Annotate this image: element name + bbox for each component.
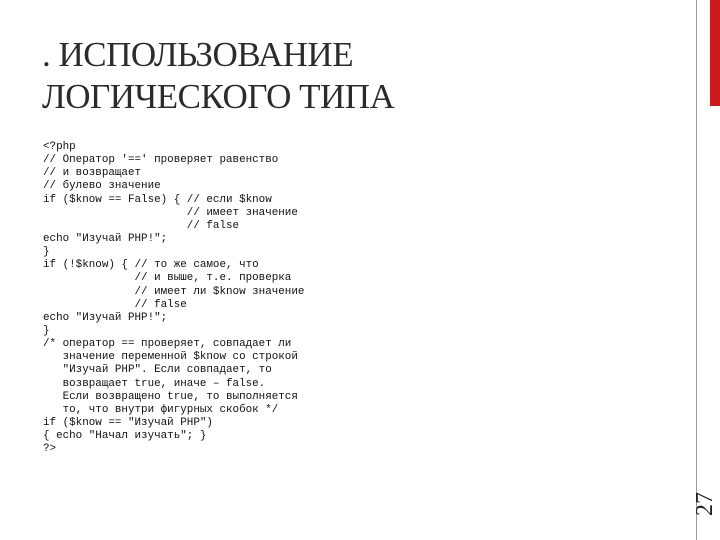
code-line: echo "Изучай PHP!"; [43,311,168,324]
slide-title-line: ЛОГИЧЕСКОГО ТИПА [42,77,395,116]
code-line: if ($know == False) { // если $know [43,193,272,206]
accent-bar [710,0,720,106]
code-line: "Изучай PHP". Если совпадает, то [43,364,272,377]
code-line: // false [43,298,187,311]
code-line: то, что внутри фигурных скобок */ [43,403,279,416]
code-block [43,141,663,456]
code-line: возвращает true, иначе – false. [43,377,266,390]
code-line: // булево значение [43,180,161,193]
code-line: } [43,246,50,259]
code-line: ?> [43,443,57,456]
slide-number: 27 [692,492,718,516]
code-line: { echo "Начал изучать"; } [43,430,207,443]
code-line: Если возвращено true, то выполняется [43,390,298,403]
code-line: // имеет ли $know значение [43,285,305,298]
code-line: // и выше, т.е. проверка [43,272,292,285]
slide-title [42,34,662,118]
slide-title-line: . ИСПОЛЬЗОВАНИЕ [42,35,354,74]
code-line: // Оператор '==' проверяет равенство [43,154,279,167]
code-line: if (!$know) { // то же самое, что [43,259,259,272]
code-line: <?php [43,141,76,153]
code-line: значение переменной $know со строкой [43,351,298,364]
right-divider-line [696,0,697,540]
code-line: // false [43,219,240,232]
code-line: echo "Изучай PHP!"; [43,232,168,245]
code-line: // имеет значение [43,206,298,219]
code-line: if ($know == "Изучай PHP") [43,416,213,429]
code-line: // и возвращает [43,167,142,180]
code-line: } [43,324,50,337]
code-line: /* оператор == проверяет, совпадает ли [43,338,292,351]
